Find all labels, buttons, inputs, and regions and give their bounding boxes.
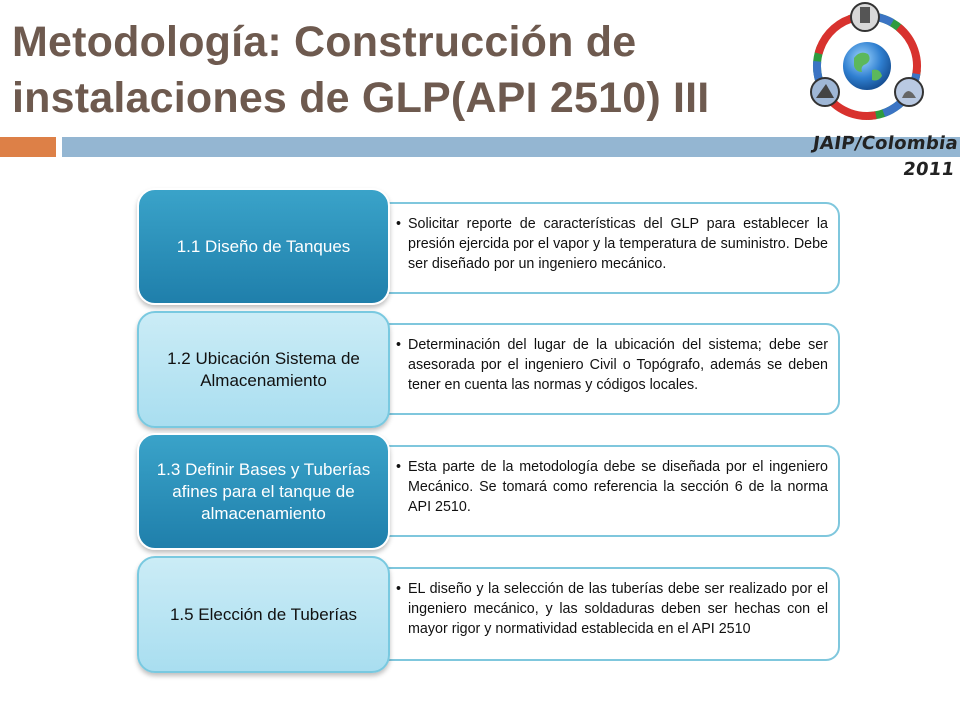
title-line-1: Metodología: Construcción de xyxy=(12,18,637,66)
step-description-card xyxy=(372,445,840,537)
step-description: • Solicitar reporte de características del GLP para establecer la presión ejercida por el vapor y la temperatura de suministro. Debe ser diseñado por un ingeniero mecánico. xyxy=(408,214,828,274)
logo-caption: JAIP/Colombia 2011 xyxy=(811,133,960,180)
step-label: 1.2 Ubicación Sistema de Almacenamiento xyxy=(167,348,360,390)
step-description: • Esta parte de la metodología debe se diseñada por el ingeniero Mecánico. Se tomará como referencia la sección 6 de la norma API 2510. xyxy=(408,457,828,517)
step-label-box xyxy=(137,433,390,550)
step-description-card xyxy=(372,323,840,415)
step-label: 1.3 Definir Bases y Tuberías afines para el tanque de almacenamiento xyxy=(156,459,371,523)
step-description: • EL diseño y la selección de las tuberías debe ser realizado por el ingeniero mecánico, y las soldaduras deben ser hechas con el mayor rigor y normatividad establecida en el API 2510 xyxy=(408,579,828,639)
step-description-card xyxy=(372,202,840,294)
step-label-box xyxy=(137,188,390,305)
step-label-box xyxy=(137,311,390,428)
step-label-box xyxy=(137,556,390,673)
step-description: • Determinación del lugar de la ubicación del sistema; debe ser asesorada por el ingeniero Civil o Topógrafo, además se deben tener en cuenta las normas y códigos locales. xyxy=(408,335,828,395)
step-label: 1.5 Elección de Tuberías xyxy=(169,604,358,624)
title-line-2: instalaciones de GLP(API 2510) III xyxy=(12,74,710,122)
accent-bar-orange xyxy=(0,137,56,157)
step-description-card xyxy=(372,567,840,661)
globe-ring-logo-icon xyxy=(802,0,932,128)
slide-title xyxy=(12,14,792,126)
step-label: 1.1 Diseño de Tanques xyxy=(176,236,351,256)
